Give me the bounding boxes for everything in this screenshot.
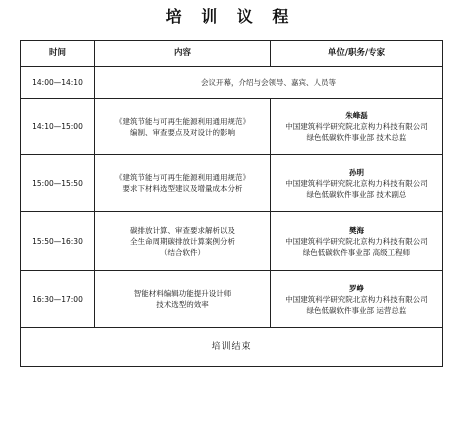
agenda-table [20, 40, 443, 367]
speaker-cell [271, 99, 443, 155]
speaker-org: 中国建筑科学研究院北京构力科技有限公司 [285, 178, 428, 188]
speaker-org: 中国建筑科学研究院北京构力科技有限公司 [285, 236, 428, 246]
header-time: 时间 [21, 41, 95, 67]
content-line: 碳排放计算、审查要求解析以及 [130, 225, 235, 235]
table-row [21, 67, 443, 99]
content-line: 智能材料编辑功能提升设计师 [133, 289, 232, 298]
speaker-dept: 绿色低碳软件事业部 高级工程师 [302, 247, 411, 257]
speaker-cell [271, 212, 443, 271]
speaker-name: 樊海 [349, 225, 364, 235]
page-title: 培 训 议 程 [165, 7, 296, 26]
speaker-name: 孙明 [349, 167, 364, 177]
content-line: 《建筑节能与可再生能源利用通用规范》 [115, 173, 250, 182]
content-cell [95, 155, 271, 212]
time-cell: 16:30—17:00 [21, 271, 95, 328]
content-line: 编制、审查要点及对设计的影响 [130, 127, 235, 137]
time-cell: 14:10—15:00 [21, 99, 95, 155]
content-cell [95, 99, 271, 155]
content-line: 《建筑节能与可再生能源利用通用规范》 [115, 116, 250, 126]
speaker-name: 朱峰磊 [345, 111, 368, 120]
time-cell: 15:50—16:30 [21, 212, 95, 271]
speaker-name: 罗峥 [349, 283, 364, 293]
speaker-org: 中国建筑科学研究院北京构力科技有限公司 [285, 122, 428, 131]
intro-content-cell: 会议开幕，介绍与会领导、嘉宾、人员等 [95, 67, 443, 99]
content-line: （结合软件） [160, 247, 205, 257]
training-end-cell: 培训结束 [21, 328, 443, 367]
header-row [21, 41, 443, 67]
table-row [21, 328, 443, 367]
content-cell [95, 212, 271, 271]
speaker-cell [271, 271, 443, 328]
speaker-dept: 绿色低碳软件事业部 运营总监 [306, 305, 407, 315]
content-line: 技术选型的效率 [156, 300, 209, 309]
speaker-dept: 绿色低碳软件事业部 技术总监 [306, 133, 407, 142]
table-row [21, 212, 443, 271]
time-cell: 15:00—15:50 [21, 155, 95, 212]
table-row [21, 155, 443, 212]
speaker-cell [271, 155, 443, 212]
speaker-dept: 绿色低碳软件事业部 技术副总 [306, 189, 407, 199]
table-row [21, 271, 443, 328]
time-cell: 14:00—14:10 [21, 67, 95, 99]
header-speaker: 单位/职务/专家 [271, 41, 443, 67]
table-row [21, 99, 443, 155]
header-content: 内容 [95, 41, 271, 67]
speaker-org: 中国建筑科学研究院北京构力科技有限公司 [285, 294, 428, 304]
content-line: 全生命周期碳排放计算案例分析 [130, 236, 235, 246]
content-cell [95, 271, 271, 328]
content-line: 要求下材料选型建议及增量成本分析 [122, 184, 243, 193]
